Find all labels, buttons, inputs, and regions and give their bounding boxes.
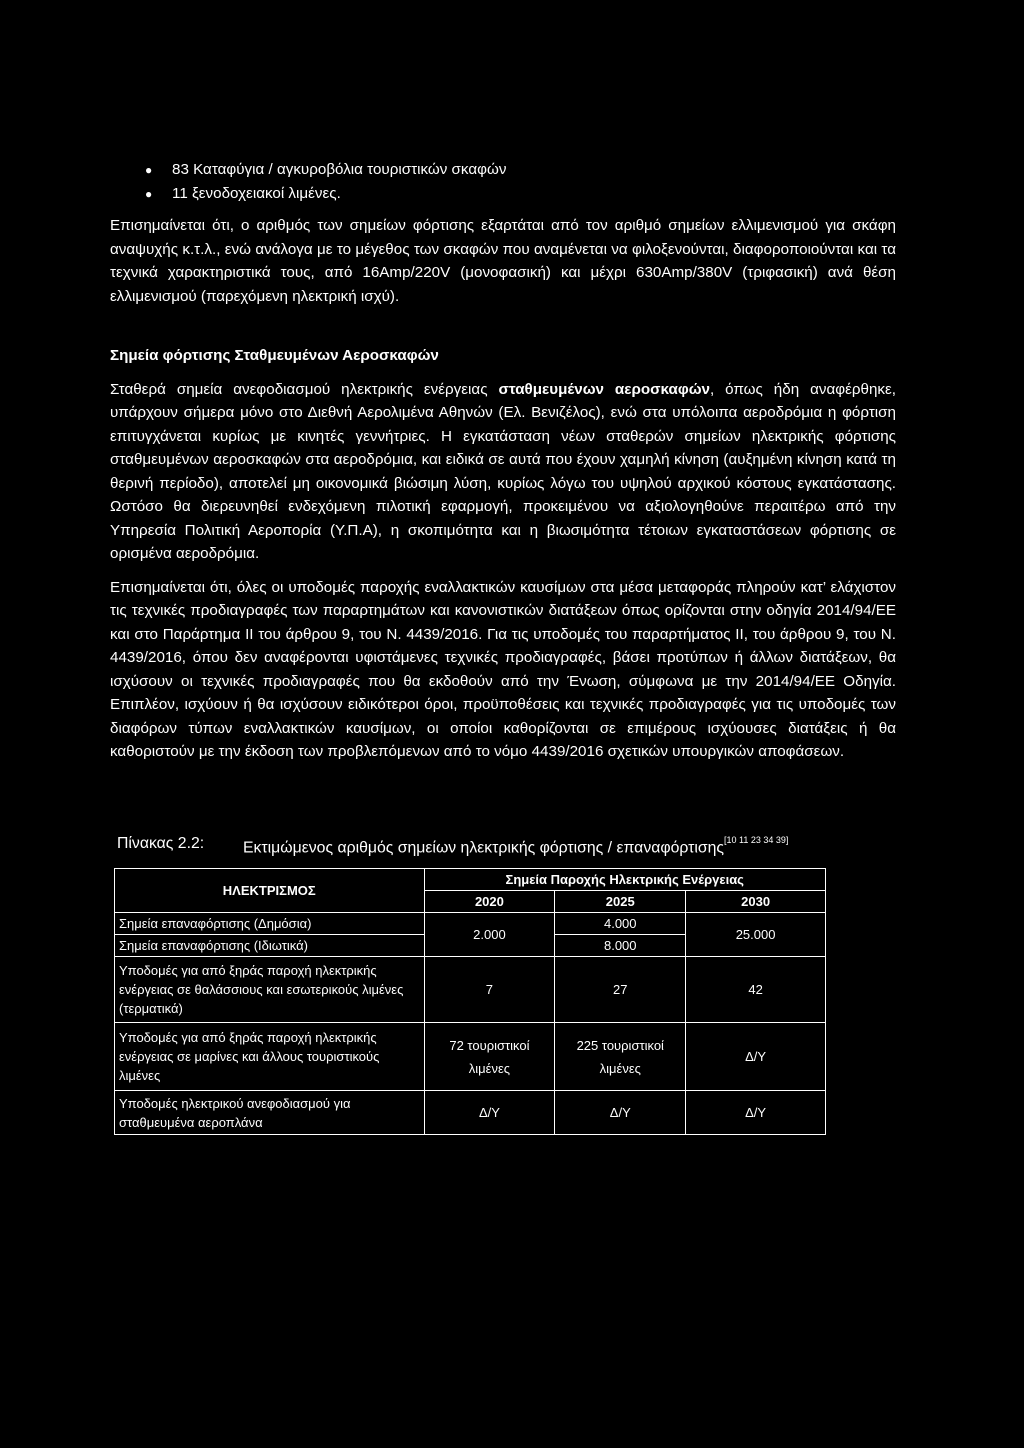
table-row — [115, 1023, 826, 1091]
table-cell: 25.000 — [686, 913, 826, 957]
bullet-list — [110, 158, 896, 206]
paragraph-aircraft: Σταθερά σημεία ανεφοδιασμού ηλεκτρικής ενέργειας σταθμευμένων αεροσκαφών, όπως ήδη αναφέρθηκε, υπάρχουν σήμερα μόνο στο Διεθνή Αερολιμένα Αθηνών (Ελ. Βενιζέλος), ενώ στα υπόλοιπα αεροδρόμια η φόρτιση επιτυγχάνεται κυρίως με κινητές γεννήτριες. Η εγκατάσταση νέων σταθερών σημείων ηλεκτρικής φόρτισης σταθμευμένων αεροσκαφών στα αεροδρόμια, και ειδικά σε αυτά που έχουν χαμηλή κίνηση (αυξημένη κίνηση κατά τη θερινή περίοδο), αποτελεί μη οικονομικά βιώσιμη λύση, κυρίως λόγω του υψηλού αρχικού κόστους εγκατάστασης. Ωστόσο θα διερευνηθεί ενδεχόμενη πιλοτική εφαρμογή, προκειμένου να αξιολογηθούνε περαιτέρω από την Υπηρεσία Πολιτική Αεροπορία (Υ.Π.Α), η σκοπιμότητα και η βιωσιμότητα τέτοιων εγκαταστάσεων φόρτισης σε ορισμένα αεροδρόμια. — [110, 380, 896, 562]
year-header: 2020 — [424, 891, 555, 913]
row-label: Σημεία επαναφόρτισης (Ιδιωτικά) — [115, 935, 425, 957]
year-header: 2025 — [555, 891, 686, 913]
table-label: Πίνακας 2.2: — [117, 835, 205, 852]
paragraph-specifications: Επισημαίνεται ότι, όλες οι υποδομές παροχής εναλλακτικών καυσίμων στα μέσα μεταφοράς πληρούν κατ’ ελάχιστον τις τεχνικές προδιαγραφές των παραρτημάτων και κανονιστικών διατάξεων όπως ορίζονται στην οδηγία 2014/94/ΕΕ και στο Παράρτημα ΙΙ του άρθρου 9, του Ν. 4439/2016. Για τις υποδομές του παραρτήματος ΙΙ, του άρθρου 9, του Ν. 4439/2016, όπου δεν αναφέρονται υφιστάμενες τεχνικές προδιαγραφές, βάσει προτύπων ή άλλων διατάξεων, θα ισχύσουν οι τεχνικές προδιαγραφές που θα εκδοθούν από την Ένωση, σύμφωνα με την 2014/94/ΕΕ Οδηγία. Επιπλέον, ισχύουν ή θα ισχύσουν ειδικότεροι όροι, προϋποθέσεις και τεχνικές προδιαγραφές για τις υποδομές των διαφόρων τύπων εναλλακτικών καυσίμων, οι οποίοι καθορίζονται σε επιμέρους ισχύουσες διατάξεις ή θα καθοριστούν με την έκδοση των προβλεπόμενων από το νόμο 4439/2016 σχετικών υπουργικών αποφάσεων. — [110, 578, 896, 760]
table-row — [115, 1091, 826, 1135]
row-label: Υποδομές για από ξηράς παροχή ηλεκτρικής ενέργειας σε θαλάσσιους και εσωτερικούς λιμένες (τερματικά) — [115, 957, 425, 1023]
year-header: 2030 — [686, 891, 826, 913]
table-cell: 8.000 — [555, 935, 686, 957]
table-row — [115, 957, 826, 1023]
table-cell: Δ/Υ — [555, 1091, 686, 1135]
table-row — [115, 913, 826, 935]
list-item: ● 11 ξενοδοχειακοί λιμένες. — [110, 182, 896, 206]
row-label: Σημεία επαναφόρτισης (Δημόσια) — [115, 913, 425, 935]
bullet-icon: ● — [145, 163, 153, 177]
table-group-header: Σημεία Παροχής Ηλεκτρικής Ενέργειας — [424, 869, 826, 891]
row-label: Υποδομές για από ξηράς παροχή ηλεκτρικής ενέργειας σε μαρίνες και άλλους τουριστικούς λιμένες — [115, 1023, 425, 1091]
paragraph-charging-points: Επισημαίνεται ότι, ο αριθμός των σημείων φόρτισης εξαρτάται από τον αριθμό σημείων ελλιμενισμού για σκάφη αναψυχής κ.τ.λ., ενώ ανάλογα με το μέγεθος των σκαφών που αναμένεται να φιλοξενούνται, διαφοροποιούνται και τα τεχνικά χαρακτηριστικά τους, από 16Amp/220V (μονοφασική) και μέχρι 630Amp/380V (τριφασική) ανά θέση ελλιμενισμού (παρεχόμενη ηλεκτρική ισχύ). — [110, 217, 896, 305]
section-heading-aircraft: Σημεία φόρτισης Σταθμευμένων Αεροσκαφών — [110, 347, 439, 364]
table-caption — [117, 832, 917, 856]
bullet-icon: ● — [145, 187, 153, 201]
table-cell: Δ/Υ — [686, 1023, 826, 1091]
table-cell: 2.000 — [424, 913, 555, 957]
table-corner-header: ΗΛΕΚΤΡΙΣΜΟΣ — [115, 869, 425, 913]
table-cell: 27 — [555, 957, 686, 1023]
document-body — [110, 158, 896, 764]
table-cell: 7 — [424, 957, 555, 1023]
table-cell: Δ/Υ — [686, 1091, 826, 1135]
row-label: Υποδομές ηλεκτρικού ανεφοδιασμού για σταθμευμένα αεροπλάνα — [115, 1091, 425, 1135]
table-references: [10 11 23 34 39] — [724, 835, 789, 845]
table-cell: 42 — [686, 957, 826, 1023]
table-cell: 4.000 — [555, 913, 686, 935]
table-title: Εκτιμώμενος αριθμός σημείων ηλεκτρικής φόρτισης / επαναφόρτισης[10 11 23 34 39] — [243, 835, 789, 857]
table-cell: 72 τουριστικοί λιμένες — [424, 1023, 555, 1091]
charging-points-table — [114, 868, 826, 1135]
list-item: ● 83 Καταφύγια / αγκυροβόλια τουριστικών σκαφών — [110, 158, 896, 182]
table-cell: 225 τουριστικοί λιμένες — [555, 1023, 686, 1091]
table-cell: Δ/Υ — [424, 1091, 555, 1135]
